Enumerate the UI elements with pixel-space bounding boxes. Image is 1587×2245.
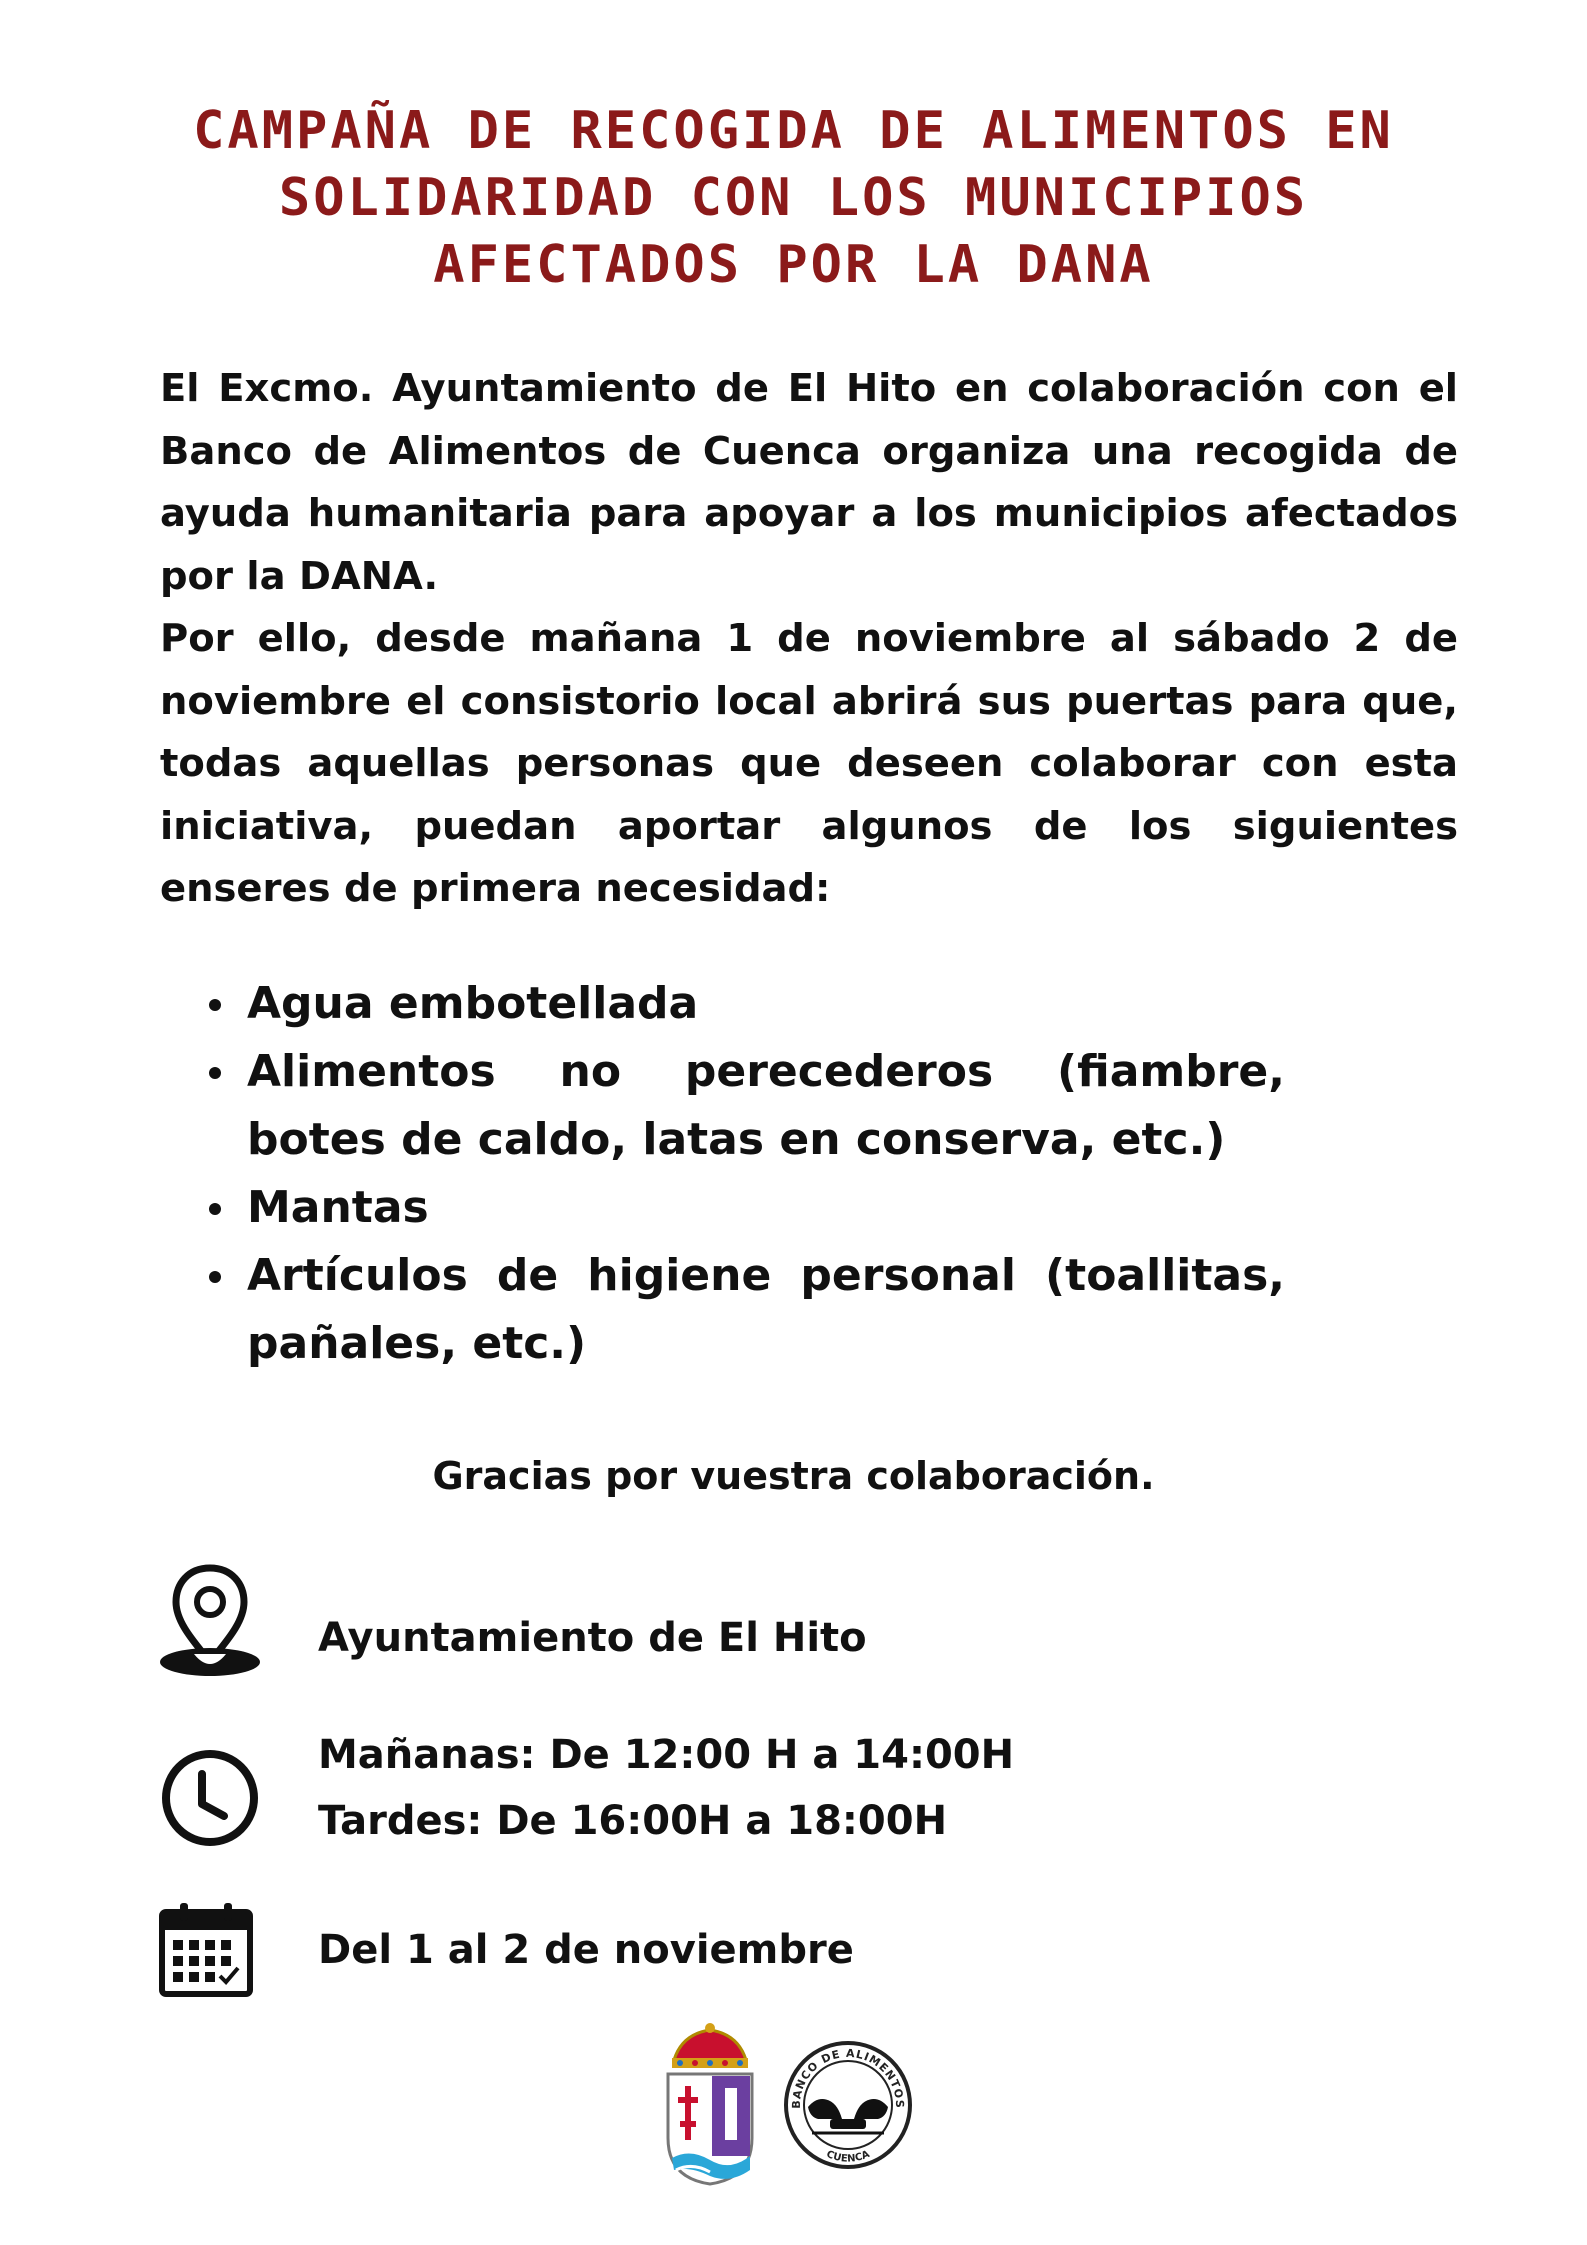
- title-line-3: AFECTADOS POR LA DANA: [433, 235, 1154, 295]
- location-text: Ayuntamiento de El Hito: [318, 1615, 867, 1661]
- list-item: Alimentos no perecederos (fiambre, botes de caldo, latas en conserva, etc.): [185, 1038, 1285, 1174]
- food-bank-city: CUENCA: [824, 2148, 872, 2165]
- food-bank-logo: [778, 2035, 918, 2175]
- hours-morning: Mañanas: De 12:00 H a 14:00H: [318, 1732, 1015, 1778]
- needed-items-list: [185, 970, 1285, 1378]
- campaign-title: [60, 98, 1527, 299]
- municipal-coat-of-arms-logo: [660, 2020, 760, 2188]
- hours-afternoon: Tardes: De 16:00H a 18:00H: [318, 1798, 948, 1844]
- intro-paragraph-2: Por ello, desde mañana 1 de noviembre al sábado 2 de noviembre el consistorio local abrirá sus puertas para que, todas aquellas personas que deseen colaborar con esta iniciativa, puedan aportar algunos de los siguientes enseres de primera necesidad:: [160, 616, 1458, 911]
- clock-icon: [158, 1746, 262, 1850]
- location-pin-icon: [158, 1562, 262, 1678]
- intro-paragraph-1: El Excmo. Ayuntamiento de El Hito en colaboración con el Banco de Alimentos de Cuenca organiza una recogida de ayuda humanitaria para apoyar a los municipios afectados por la DANA.: [160, 366, 1458, 599]
- intro-text: [160, 358, 1458, 921]
- calendar-icon: [156, 1900, 256, 2000]
- list-item: Agua embotellada: [185, 970, 1285, 1038]
- list-item: Mantas: [185, 1174, 1285, 1242]
- list-item: Artículos de higiene personal (toallitas, pañales, etc.): [185, 1242, 1285, 1378]
- food-bank-name: BANCO DE ALIMENTOS: [789, 2046, 907, 2109]
- date-range-text: Del 1 al 2 de noviembre: [318, 1927, 854, 1973]
- title-line-2: SOLIDARIDAD CON LOS MUNICIPIOS: [278, 168, 1309, 228]
- title-line-1: CAMPAÑA DE RECOGIDA DE ALIMENTOS EN: [193, 101, 1394, 161]
- thanks-message: Gracias por vuestra colaboración.: [432, 1454, 1155, 1498]
